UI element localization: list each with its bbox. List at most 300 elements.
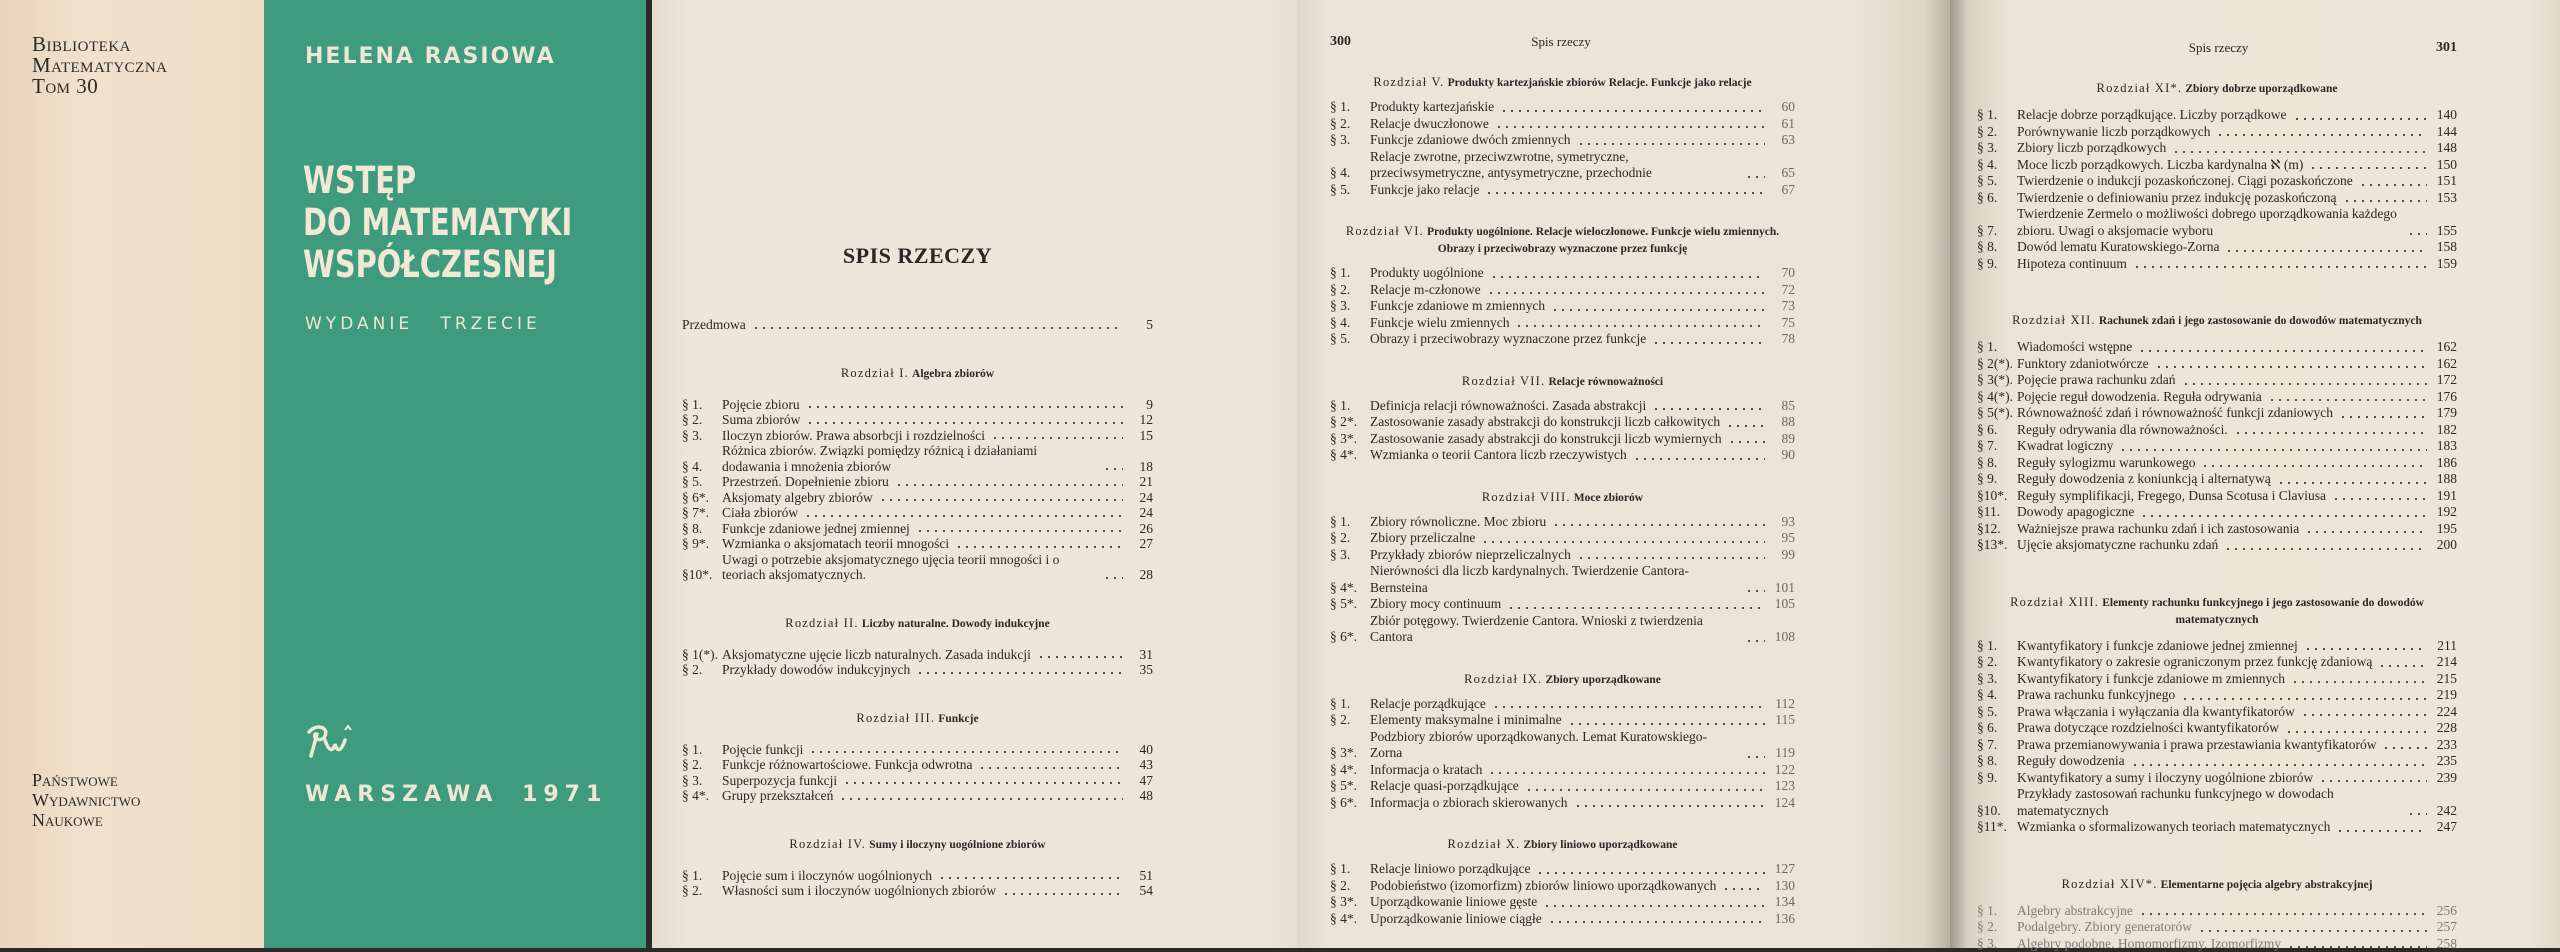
entry-number: § 2. bbox=[1330, 878, 1370, 895]
entry-page: 40 bbox=[1127, 742, 1153, 758]
entry-page: 119 bbox=[1769, 745, 1795, 762]
entry-title: Prawa przemianowywania i prawa przestawiania kwantyfikatorów bbox=[2017, 737, 2376, 754]
entry-number: § 1. bbox=[682, 868, 722, 884]
entry-number: §11*. bbox=[1977, 819, 2017, 836]
toc-entry bbox=[1330, 282, 1795, 299]
toc-entry bbox=[682, 397, 1153, 413]
entry-number: § 4*. bbox=[682, 788, 722, 804]
toc-entry bbox=[682, 773, 1153, 789]
toc-entry bbox=[1977, 206, 2457, 239]
toc-entry bbox=[1977, 654, 2457, 671]
entry-page: 89 bbox=[1769, 431, 1795, 448]
chapter-number: Rozdział II. bbox=[785, 616, 858, 630]
chapter-heading bbox=[1330, 671, 1795, 688]
entry-page: 60 bbox=[1769, 99, 1795, 116]
toc-entry bbox=[682, 428, 1153, 444]
entry-number: § 5. bbox=[1977, 173, 2017, 190]
entry-page: 123 bbox=[1769, 778, 1795, 795]
entry-number: § 5. bbox=[1330, 331, 1370, 348]
entry-page: 70 bbox=[1769, 265, 1795, 282]
toc-entry bbox=[1330, 696, 1795, 713]
entry-title: Kwantyfikatory i funkcje zdaniowe jednej zmiennej bbox=[2017, 638, 2298, 655]
dot-leader bbox=[1726, 418, 1765, 428]
entry-title: Relacje dwuczłonowe bbox=[1370, 116, 1489, 133]
entry-title: Reguły odrywania dla równoważności. bbox=[2017, 422, 2228, 439]
toc-entry bbox=[682, 505, 1153, 521]
entry-title: Reguły sylogizmu warunkowego bbox=[2017, 455, 2195, 472]
chapter-heading bbox=[1330, 489, 1795, 506]
entry-page: 95 bbox=[1769, 530, 1795, 547]
dot-leader bbox=[2378, 658, 2427, 668]
entry-page: 15 bbox=[1127, 428, 1153, 444]
entry-title: Aksjomaty algebry zbiorów bbox=[722, 490, 873, 506]
dot-leader bbox=[2119, 442, 2427, 452]
chapter-title: Elementy rachunku funkcyjnego i jego zastosowanie do dowodów matematycznych bbox=[2102, 597, 2424, 626]
toc-entry bbox=[1330, 861, 1795, 878]
toc-entry bbox=[1977, 471, 2457, 488]
entry-number: § 6*. bbox=[1330, 795, 1370, 812]
toc-entry bbox=[682, 662, 1153, 678]
title-line: WSTĘP bbox=[303, 160, 572, 202]
entry-page: 256 bbox=[2431, 903, 2457, 920]
entry-page: 72 bbox=[1769, 282, 1795, 299]
book-author: HELENA RASIOWA bbox=[305, 44, 556, 69]
chapter-title: Algebra zbiorów bbox=[912, 368, 994, 380]
entry-page: 88 bbox=[1769, 414, 1795, 431]
toc-title: SPIS RZECZY bbox=[682, 243, 1153, 269]
chapter-heading bbox=[682, 710, 1153, 727]
chapter-entries bbox=[1330, 398, 1795, 464]
entry-number: § 4. bbox=[1330, 315, 1370, 332]
entry-title: Podzbiory zbiorów uporządkowanych. Lemat Kuratowskiego-Zorna bbox=[1370, 729, 1739, 762]
dot-leader bbox=[2182, 376, 2427, 386]
dot-leader bbox=[2382, 740, 2427, 750]
chapter-title: Sumy i iloczyny uogólnione zbiorów bbox=[869, 839, 1045, 851]
entry-page: 172 bbox=[2431, 372, 2457, 389]
entry-page: 18 bbox=[1127, 459, 1153, 475]
entry-number: § 8. bbox=[1977, 239, 2017, 256]
entry-title: Różnica zbiorów. Związki pomiędzy różnicą i działaniami dodawania i mnożenia zbiorów bbox=[722, 443, 1097, 474]
chapter-entries bbox=[1977, 339, 2457, 554]
entry-title: Relacje m-członowe bbox=[1370, 282, 1481, 299]
entry-page: 27 bbox=[1127, 536, 1153, 552]
entry-number: § 9. bbox=[1977, 770, 2017, 787]
entry-number: § 3*. bbox=[1330, 894, 1370, 911]
entry-number: § 4*. bbox=[1330, 580, 1370, 597]
entry-number: §12. bbox=[1977, 521, 2017, 538]
chapter-number: Rozdział X. bbox=[1447, 837, 1520, 851]
toc-entry bbox=[1977, 638, 2457, 655]
toc-entry bbox=[1330, 878, 1795, 895]
entry-number: § 5. bbox=[1330, 182, 1370, 199]
chapter-number: Rozdział III. bbox=[856, 711, 935, 725]
series-line: Matematyczna bbox=[32, 55, 168, 76]
entry-title: Kwantyfikatory a sumy i iloczyny uogólnione zbiorów bbox=[2017, 770, 2313, 787]
entry-number: § 1. bbox=[682, 397, 722, 413]
chapter-title: Zbiory dobrze uporządkowane bbox=[2185, 83, 2337, 95]
toc-entry bbox=[1330, 596, 1795, 613]
entry-title: Uporządkowanie liniowe ciągłe bbox=[1370, 911, 1542, 928]
entry-title: Zbiory równoliczne. Moc zbioru bbox=[1370, 514, 1546, 531]
dot-leader bbox=[839, 791, 1123, 801]
toc-entry bbox=[1977, 504, 2457, 521]
entry-page: 35 bbox=[1127, 662, 1153, 678]
dot-leader bbox=[2234, 425, 2427, 435]
entry-number: § 5*. bbox=[1330, 778, 1370, 795]
entry-page: 182 bbox=[2431, 422, 2457, 439]
entry-title: Prawa rachunku funkcyjnego bbox=[2017, 687, 2175, 704]
entry-title: Relacje liniowo porządkujące bbox=[1370, 861, 1530, 878]
entry-page: 67 bbox=[1769, 182, 1795, 199]
entry-title: Obrazy i przeciwobrazy wyznaczone przez funkcje bbox=[1370, 331, 1646, 348]
dot-leader bbox=[1745, 633, 1765, 643]
entry-title: Elementy maksymalne i minimalne bbox=[1370, 712, 1562, 729]
entry-title: Suma zbiorów bbox=[722, 412, 800, 428]
dot-leader bbox=[1536, 865, 1765, 875]
series-name bbox=[32, 34, 168, 97]
chapter-number: Rozdział VIII. bbox=[1482, 490, 1571, 504]
entry-title: Wzmianka o teorii Cantora liczb rzeczywistych bbox=[1370, 447, 1627, 464]
toc-entry bbox=[1977, 521, 2457, 538]
toc-entry bbox=[682, 788, 1153, 804]
entry-page: 31 bbox=[1127, 647, 1153, 663]
entry-number: § 4. bbox=[682, 459, 722, 475]
toc-entry bbox=[1977, 389, 2457, 406]
toc-entry bbox=[1330, 298, 1795, 315]
entry-title: Reguły dowodzenia z koniunkcją i alternatywą bbox=[2017, 471, 2271, 488]
entry-title: Twierdzenie o indukcji pozaskończonej. Ciągi pozaskończone bbox=[2017, 173, 2353, 190]
chapter-number: Rozdział XI*. bbox=[2097, 81, 2183, 95]
toc-entry bbox=[682, 412, 1153, 428]
entry-title: Grupy przekształceń bbox=[722, 788, 833, 804]
dot-leader bbox=[1481, 534, 1765, 544]
entry-title: Definicja relacji równoważności. Zasada abstrakcji bbox=[1370, 398, 1646, 415]
toc-entry bbox=[1977, 737, 2457, 754]
chapter-number: Rozdział VII. bbox=[1462, 374, 1545, 388]
dot-leader bbox=[1574, 798, 1765, 808]
dot-leader bbox=[1548, 914, 1765, 924]
entry-title: Przykłady zbiorów nieprzeliczalnych bbox=[1370, 547, 1571, 564]
toc-entry bbox=[682, 742, 1153, 758]
dot-leader bbox=[1652, 335, 1765, 345]
book-title bbox=[303, 160, 572, 286]
toc-entry bbox=[1330, 265, 1795, 282]
entry-title: Ważniejsze prawa rachunku zdań i ich zastosowania bbox=[2017, 521, 2299, 538]
entry-title: Przykłady zastosowań rachunku funkcyjnego w dowodach matematycznych bbox=[2017, 786, 2401, 819]
entry-page: 176 bbox=[2431, 389, 2457, 406]
entry-title: Zbiory liczb porządkowych bbox=[2017, 140, 2166, 157]
chapter-entries bbox=[682, 868, 1153, 899]
dot-leader bbox=[1488, 765, 1765, 775]
entry-number: § 2. bbox=[1977, 654, 2017, 671]
chapter-entries bbox=[682, 397, 1153, 583]
dot-leader bbox=[1002, 886, 1123, 896]
entry-page: 159 bbox=[2431, 256, 2457, 273]
dot-leader bbox=[1728, 434, 1765, 444]
entry-title: Własności sum i iloczynów uogólnionych zbiorów bbox=[722, 883, 996, 899]
entry-number: § 3. bbox=[1977, 140, 2017, 157]
entry-page: 195 bbox=[2431, 521, 2457, 538]
dot-leader bbox=[2140, 508, 2427, 518]
entry-number: § 2. bbox=[1330, 282, 1370, 299]
dot-leader bbox=[1551, 302, 1765, 312]
toc-entry bbox=[1330, 911, 1795, 928]
title-line: DO MATEMATYKI bbox=[303, 202, 572, 244]
toc-entry bbox=[1330, 762, 1795, 779]
dot-leader bbox=[2339, 409, 2427, 419]
dot-leader bbox=[1745, 749, 1765, 759]
entry-title: Przykłady dowodów indukcyjnych bbox=[722, 662, 910, 678]
entry-page: 73 bbox=[1769, 298, 1795, 315]
entry-page: 235 bbox=[2431, 753, 2457, 770]
toc-entry bbox=[1330, 447, 1795, 464]
toc-entry bbox=[1977, 819, 2457, 836]
entry-number: § 8. bbox=[1977, 455, 2017, 472]
entry-page: 211 bbox=[2431, 638, 2457, 655]
entry-title: Ciała zbiorów bbox=[722, 505, 798, 521]
dot-leader bbox=[1500, 103, 1765, 113]
entry-title: Dowód lematu Kuratowskiego-Zorna bbox=[2017, 239, 2219, 256]
entry-number: § 2. bbox=[1330, 530, 1370, 547]
entry-number: §10*. bbox=[682, 567, 722, 583]
entry-page: 155 bbox=[2431, 223, 2457, 240]
entry-number: § 2. bbox=[682, 883, 722, 899]
entry-title: Nierówności dla liczb kardynalnych. Twierdzenie Cantora-Bernsteina bbox=[1370, 563, 1739, 596]
dot-leader bbox=[1103, 461, 1123, 471]
toc-entry bbox=[1977, 753, 2457, 770]
dot-leader bbox=[2131, 757, 2427, 767]
toc-entry bbox=[1977, 903, 2457, 920]
chapter-entries bbox=[682, 742, 1153, 804]
entry-title: Zastosowanie zasady abstrakcji do konstrukcji liczb całkowitych bbox=[1370, 414, 1720, 431]
entry-page: 150 bbox=[2431, 157, 2457, 174]
entry-page: 257 bbox=[2431, 919, 2457, 936]
entry-page: 26 bbox=[1127, 521, 1153, 537]
entry-title: Funkcje zdaniowe m zmiennych bbox=[1370, 298, 1545, 315]
dot-leader bbox=[1103, 570, 1123, 580]
dot-leader bbox=[879, 492, 1123, 502]
entry-number: § 2(*). bbox=[1977, 356, 2017, 373]
dot-leader bbox=[1577, 136, 1765, 146]
entry-title: Iloczyn zbiorów. Prawa absorbcji i rozdzielności bbox=[722, 428, 985, 444]
entry-page: 122 bbox=[1769, 762, 1795, 779]
entry-title: Uwagi o potrzebie aksjomatycznego ujęcia teorii mnogości i o teoriach aksjomatycznych. bbox=[722, 552, 1097, 583]
toc-entry bbox=[1330, 795, 1795, 812]
entry-title: Przedmowa bbox=[682, 317, 746, 333]
entry-page: 242 bbox=[2431, 803, 2457, 820]
entry-title: Moce liczb porządkowych. Liczba kardynalna ℵ (m) bbox=[2017, 157, 2303, 174]
entry-page: 24 bbox=[1127, 505, 1153, 521]
toc-entry bbox=[1977, 936, 2457, 952]
entry-page: 48 bbox=[1127, 788, 1153, 804]
entry-number: § 9*. bbox=[682, 536, 722, 552]
entry-number: § 1. bbox=[1330, 265, 1370, 282]
entry-page: 179 bbox=[2431, 405, 2457, 422]
entry-title: Reguły symplifikacji, Fregego, Dunsa Scotusa i Claviusa bbox=[2017, 488, 2326, 505]
entry-title: Twierdzenie Zermelo o możliwości dobrego uporządkowania każdego zbioru. Uwagi o aksjomacie wyboru bbox=[2017, 206, 2401, 239]
entry-number: § 2*. bbox=[1330, 414, 1370, 431]
entry-number: § 2. bbox=[682, 757, 722, 773]
entry-page: 63 bbox=[1769, 132, 1795, 149]
entry-number: § 1. bbox=[1977, 638, 2017, 655]
entry-title: Zbiór potęgowy. Twierdzenie Cantora. Wnioski z twierdzenia Cantora bbox=[1370, 613, 1739, 646]
entry-page: 65 bbox=[1769, 165, 1795, 182]
toc-entry bbox=[1330, 547, 1795, 564]
entry-title: Hipoteza continuum bbox=[2017, 256, 2127, 273]
entry-title: Relacje quasi-porządkujące bbox=[1370, 778, 1519, 795]
chapter-entries bbox=[1977, 903, 2457, 952]
entry-title: Informacja o zbiorach skierowanych bbox=[1370, 795, 1568, 812]
entry-title: Prawa dotyczące rozdzielności kwantyfikatorów bbox=[2017, 720, 2279, 737]
dot-leader bbox=[2336, 823, 2427, 833]
entry-number: § 1. bbox=[1330, 861, 1370, 878]
chapter-title: Funkcje bbox=[938, 713, 978, 725]
dot-leader bbox=[916, 523, 1123, 533]
chapter-heading bbox=[1977, 80, 2457, 97]
entry-title: Funkcje zdaniowe dwóch zmiennych bbox=[1370, 132, 1571, 149]
entry-page: 158 bbox=[2431, 239, 2457, 256]
entry-title: Prawa włączania i wyłączania dla kwantyfikatorów bbox=[2017, 704, 2295, 721]
dot-leader bbox=[2407, 226, 2427, 236]
page-number: 301 bbox=[2436, 40, 2457, 58]
toc-entry bbox=[1330, 99, 1795, 116]
entry-page: 162 bbox=[2431, 356, 2457, 373]
toc-entry bbox=[682, 490, 1153, 506]
page-number: 300 bbox=[1330, 34, 1351, 52]
entry-page: 28 bbox=[1127, 567, 1153, 583]
running-head bbox=[1330, 34, 1795, 52]
toc-entry bbox=[1330, 315, 1795, 332]
entry-number: § 2. bbox=[1330, 116, 1370, 133]
entry-title: Produkty kartezjańskie bbox=[1370, 99, 1494, 116]
publisher-line: Naukowe bbox=[32, 810, 140, 830]
toc-entry bbox=[1330, 514, 1795, 531]
entry-title: Dowody apagogiczne bbox=[2017, 504, 2134, 521]
dot-leader bbox=[2172, 144, 2427, 154]
dot-leader bbox=[2155, 359, 2427, 369]
toc-entry bbox=[1977, 422, 2457, 439]
entry-page: 12 bbox=[1127, 412, 1153, 428]
toc-page-301 bbox=[1950, 0, 2560, 948]
toc-page-300 bbox=[1297, 0, 1950, 948]
chapter-entries bbox=[682, 647, 1153, 678]
dot-leader bbox=[1568, 716, 1765, 726]
spacer bbox=[1771, 34, 1795, 52]
toc-entry bbox=[1330, 894, 1795, 911]
dot-leader bbox=[1492, 699, 1765, 709]
entry-page: 134 bbox=[1769, 894, 1795, 911]
entry-page: 99 bbox=[1769, 547, 1795, 564]
dot-leader bbox=[895, 477, 1123, 487]
entry-title: Wiadomości wstępne bbox=[2017, 339, 2132, 356]
dot-leader bbox=[1495, 119, 1765, 129]
entry-page: 115 bbox=[1769, 712, 1795, 729]
chapter-title: Zbiory liniowo uporządkowane bbox=[1524, 839, 1678, 851]
entry-number: §10*. bbox=[1977, 488, 2017, 505]
toc-entry bbox=[1330, 613, 1795, 646]
entry-title: Pojęcie sum i iloczynów uogólnionych bbox=[722, 868, 932, 884]
chapter-number: Rozdział IX. bbox=[1464, 672, 1542, 686]
dot-leader bbox=[1722, 881, 1765, 891]
entry-page: 219 bbox=[2431, 687, 2457, 704]
toc-entry bbox=[1977, 140, 2457, 157]
chapter-entries bbox=[1330, 696, 1795, 812]
entry-page: 153 bbox=[2431, 190, 2457, 207]
entry-title: Funkcje zdaniowe jednej zmiennej bbox=[722, 521, 910, 537]
publisher-line: Państwowe bbox=[32, 770, 140, 790]
toc-entry bbox=[682, 536, 1153, 552]
toc-entry bbox=[1977, 770, 2457, 787]
entry-number: § 1. bbox=[1330, 696, 1370, 713]
toc-entry bbox=[682, 868, 1153, 884]
toc-entry bbox=[1977, 107, 2457, 124]
dot-leader bbox=[1507, 600, 1765, 610]
entry-number: § 3. bbox=[682, 773, 722, 789]
toc-entry bbox=[682, 552, 1153, 583]
toc-entry bbox=[1977, 671, 2457, 688]
entry-title: Produkty uogólnione bbox=[1370, 265, 1484, 282]
entry-page: 43 bbox=[1127, 757, 1153, 773]
chapter-number: Rozdział XII. bbox=[2012, 313, 2096, 327]
entry-number: § 5. bbox=[682, 474, 722, 490]
entry-page: 78 bbox=[1769, 331, 1795, 348]
toc-entry bbox=[1977, 488, 2457, 505]
entry-page: 247 bbox=[2431, 819, 2457, 836]
entry-number: § 5*. bbox=[1330, 596, 1370, 613]
entry-title: Reguły dowodzenia bbox=[2017, 753, 2125, 770]
dot-leader bbox=[2359, 177, 2427, 187]
dot-leader bbox=[2319, 773, 2427, 783]
dot-leader bbox=[1745, 583, 1765, 593]
toc-entry bbox=[1977, 372, 2457, 389]
toc-entry bbox=[1330, 331, 1795, 348]
entry-page: 75 bbox=[1769, 315, 1795, 332]
dot-leader bbox=[1745, 169, 1765, 179]
entry-number: § 3. bbox=[1330, 298, 1370, 315]
entry-title: Algebry podobne. Homomorfizmy. Izomorfizmy bbox=[2017, 936, 2281, 952]
chapter-heading bbox=[1330, 223, 1795, 257]
dot-leader bbox=[938, 870, 1123, 880]
entry-number: § 4*. bbox=[1330, 911, 1370, 928]
toc-entry bbox=[1977, 455, 2457, 472]
entry-title: Uporządkowanie liniowe gęste bbox=[1370, 894, 1537, 911]
chapter-title: Liczby naturalne. Dowody indukcyjne bbox=[862, 618, 1050, 630]
entry-number: § 4. bbox=[1977, 157, 2017, 174]
publisher-name bbox=[32, 770, 140, 830]
entry-number: § 1. bbox=[1330, 514, 1370, 531]
entry-number: § 6. bbox=[1977, 720, 2017, 737]
dot-leader bbox=[978, 760, 1123, 770]
chapter-heading bbox=[682, 365, 1153, 382]
entry-title: Podalgebry. Zbiory generatorów bbox=[2017, 919, 2192, 936]
entry-title: Ujęcie aksjomatyczne rachunku zdań bbox=[2017, 537, 2218, 554]
entry-number: § 4. bbox=[1977, 687, 2017, 704]
entry-number: §11. bbox=[1977, 504, 2017, 521]
toc-entry bbox=[1977, 173, 2457, 190]
entry-title: Podobieństwo (izomorfizm) zbiorów liniowo uporządkowanych bbox=[1370, 878, 1716, 895]
entry-page: 5 bbox=[1127, 317, 1153, 333]
entry-title: Funktory zdaniotwórcze bbox=[2017, 356, 2149, 373]
series-volume: Tom 30 bbox=[32, 76, 168, 97]
dot-leader bbox=[2181, 691, 2427, 701]
entry-number: § 4*. bbox=[1330, 762, 1370, 779]
entry-page: 93 bbox=[1769, 514, 1795, 531]
entry-title: Pojęcie reguł dowodzenia. Reguła odrywania bbox=[2017, 389, 2262, 406]
entry-page: 136 bbox=[1769, 911, 1795, 928]
dot-leader bbox=[1490, 269, 1765, 279]
toc-entry bbox=[1977, 786, 2457, 819]
toc-entry bbox=[1977, 704, 2457, 721]
